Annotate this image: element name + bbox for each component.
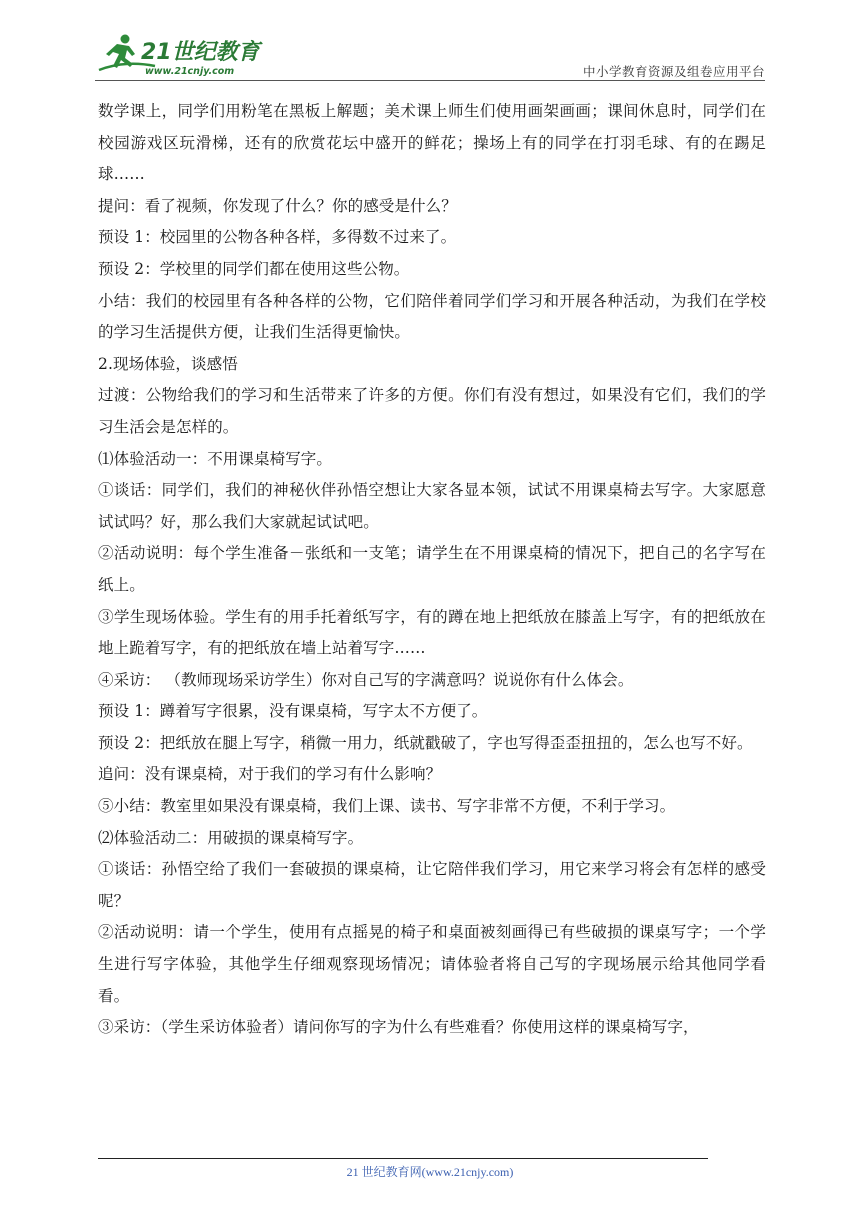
paragraph: ①谈话：孙悟空给了我们一套破损的课桌椅，让它陪伴我们学习，用它来学习将会有怎样的感受呢？	[98, 860, 766, 910]
paragraph: 预设 1：校园里的公物各种各样，多得数不过来了。	[98, 228, 457, 247]
paragraph: ②活动说明：每个学生准备－张纸和一支笔；请学生在不用课桌椅的情况下，把自己的名字写在纸上。	[98, 544, 766, 594]
svg-text:www.21cnjy.com: www.21cnjy.com	[145, 66, 235, 77]
paragraph: 过渡：公物给我们的学习和生活带来了许多的方便。你们有没有想过，如果没有它们，我们的学习生活会是怎样的。	[98, 386, 766, 436]
header-platform-title: 中小学教育资源及组卷应用平台	[582, 64, 765, 79]
paragraph: 预设 1：蹲着写字很累，没有课桌椅，写字太不方便了。	[98, 702, 488, 721]
paragraph: 小结：我们的校园里有各种各样的公物，它们陪伴着同学们学习和开展各种活动，为我们在学校的学习生活提供方便，让我们生活得更愉快。	[98, 291, 766, 342]
paragraph: 数学课上，同学们用粉笔在黑板上解题；美术课上师生们使用画架画画；课间休息时，同学们在校园游戏区玩滑梯，还有的欣赏花坛中盛开的鲜花；操场上有的同学在打羽毛球、有的在踢足球……	[98, 102, 766, 184]
footer-divider	[98, 1158, 708, 1159]
paragraph: ②活动说明：请一个学生，使用有点摇晃的椅子和桌面被刻画得已有些破损的课桌写字；一个学生进行写字体验，其他学生仔细观察现场情况；请体验者将自己写的字现场展示给其他同学看看。	[98, 923, 766, 1005]
activity-heading: ⑵体验活动二：用破损的课桌椅写字。	[98, 828, 364, 847]
activity-heading: ⑴体验活动一：不用课桌椅写字。	[98, 449, 333, 468]
header-divider	[95, 80, 765, 81]
paragraph: ⑤小结：教室里如果没有课桌椅，我们上课、读书、写字非常不方便，不利于学习。	[98, 797, 676, 816]
paragraph: ④采访： （教师现场采访学生）你对自己写的字满意吗？说说你有什么体会。	[98, 670, 634, 689]
page-header	[95, 30, 765, 80]
paragraph: 追问：没有课桌椅，对于我们的学习有什么影响？	[98, 765, 442, 784]
page-footer: 21 世纪教育网(www.21cnjy.com)	[346, 1165, 514, 1179]
svg-text:21世纪教育: 21世纪教育	[141, 40, 260, 65]
section-heading: 2.现场体验，谈感悟	[98, 354, 238, 373]
paragraph: ③采访：（学生采访体验者）请问你写的字为什么有些难看？你使用这样的课桌椅写字，	[98, 1018, 699, 1037]
paragraph: 预设 2：学校里的同学们都在使用这些公物。	[98, 259, 410, 278]
paragraph: 提问：看了视频，你发现了什么？你的感受是什么？	[98, 196, 457, 215]
site-logo	[95, 30, 265, 80]
paragraph: ③学生现场体验。学生有的用手托着纸写字，有的蹲在地上把纸放在膝盖上写字，有的把纸放在地上跪着写字，有的把纸放在墙上站着写字……	[98, 607, 766, 658]
document-body	[98, 96, 766, 1044]
paragraph: 预设 2：把纸放在腿上写字，稍微一用力，纸就戳破了，字也写得歪歪扭扭的，怎么也写不好。	[98, 733, 753, 752]
paragraph: ①谈话：同学们，我们的神秘伙伴孙悟空想让大家各显本领，试试不用课桌椅去写字。大家愿意试试吗？好，那么我们大家就起试试吧。	[98, 481, 766, 531]
